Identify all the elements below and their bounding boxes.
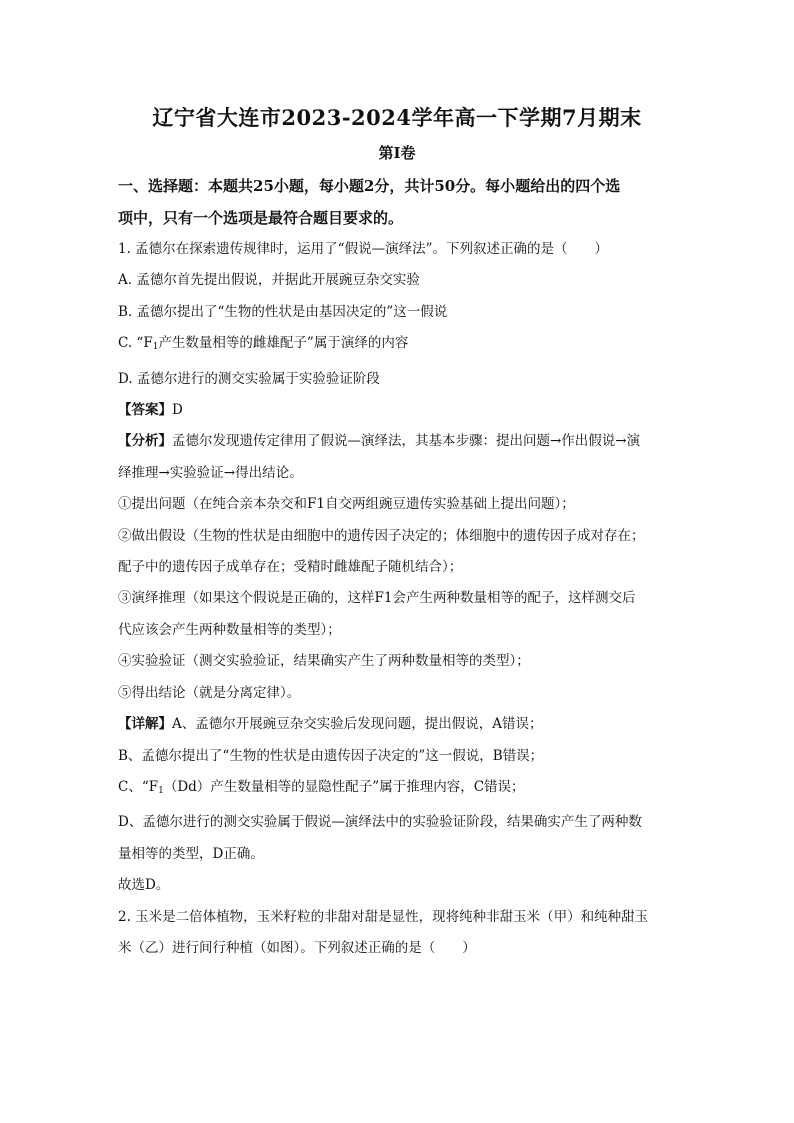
option-c-text: 产生数量相等的雌雄配子”属于演绎的内容 xyxy=(158,335,409,352)
document-body xyxy=(118,170,683,964)
answer-label: 【答案】 xyxy=(118,402,172,419)
analysis-step-3: ③演绎推理（如果这个假说是正确的，这样F1会产生两种数量相等的配子，这样测交后 xyxy=(118,590,636,607)
detail-label: 【详解】 xyxy=(118,716,172,733)
analysis-line xyxy=(118,426,683,457)
detail-line-d: D、孟德尔进行的测交实验属于假说—演绎法中的实验验证阶段，结果确实产生了两种数 xyxy=(118,814,642,831)
detail-line-c xyxy=(118,772,683,807)
detail-text: A、孟德尔开展豌豆杂交实验后发现问题，提出假说，A错误； xyxy=(172,716,543,733)
question-1-option-a: A. 孟德尔首先提出假说，并据此开展豌豆杂交实验 xyxy=(118,272,420,289)
analysis-step-2: ②做出假设（生物的性状是由细胞中的遗传因子决定的；体细胞中的遗传因子成对存在； xyxy=(118,527,645,544)
analysis-step-2-cont: 配子中的遗传因子成单存在；受精时雌雄配子随机结合）； xyxy=(118,559,463,576)
detail-c-text: C、“F xyxy=(118,778,159,795)
answer-value: D xyxy=(172,402,183,419)
analysis-step-4: ④实验验证（测交实验验证，结果确实产生了两种数量相等的类型）； xyxy=(118,653,530,670)
section-heading-line: 项中，只有一个选项是最符合题目要求的。 xyxy=(118,209,404,227)
subscript: 1 xyxy=(152,342,159,353)
question-1-option-b: B. 孟德尔提出了“生物的性状是由基因决定的”这一假说 xyxy=(118,303,448,320)
detail-line-b: B、孟德尔提出了“生物的性状是由遗传因子决定的”这一假说，B错误； xyxy=(118,747,544,764)
question-1-option-c xyxy=(118,328,683,363)
analysis-line: 绎推理→实验验证→得出结论。 xyxy=(118,464,303,481)
analysis-step-1: ①提出问题（在纯合亲本杂交和F1自交两组豌豆遗传实验基础上提出问题）； xyxy=(118,496,575,513)
option-c-text: C. “F xyxy=(118,335,153,352)
conclusion-line: 故选D。 xyxy=(118,877,170,894)
section-heading-line: 一、选择题：本题共25小题，每小题2分，共计50分。每小题给出的四个选 xyxy=(118,177,621,195)
document-title: 辽宁省大连市2023-2024学年高一下学期7月期末 xyxy=(152,105,642,130)
question-1-stem: 1. 孟德尔在探索遗传规律时，运用了“假说—演绎法”。下列叙述正确的是（ ） xyxy=(118,241,608,257)
analysis-step-3-cont: 代应该会产生两种数量相等的类型）； xyxy=(118,621,341,638)
analysis-text: 孟德尔发现遗传定律用了假说—演绎法，其基本步骤：提出问题→作出假说→演 xyxy=(172,433,641,450)
analysis-step-5: ⑤得出结论（就是分离定律）。 xyxy=(118,684,301,701)
volume-subtitle: 第Ⅰ卷 xyxy=(378,144,416,162)
question-2-stem-cont: 米（乙）进行间行种植（如图）。下列叙述正确的是（ ） xyxy=(118,939,476,956)
subscript: 1 xyxy=(158,785,164,796)
question-1-option-d: D. 孟德尔进行的测交实验属于实验验证阶段 xyxy=(118,370,380,387)
detail-c-text: （Dd）产生数量相等的显隐性配子”属于推理内容，C错误； xyxy=(163,778,525,795)
answer-line xyxy=(118,395,683,426)
question-2-stem: 2. 玉米是二倍体植物，玉米籽粒的非甜对甜是显性，现将纯种非甜玉米（甲）和纯种甜玉 xyxy=(118,908,649,925)
analysis-label: 【分析】 xyxy=(118,433,172,450)
detail-line xyxy=(118,709,683,740)
detail-line-d-cont: 量相等的类型，D正确。 xyxy=(118,845,264,862)
